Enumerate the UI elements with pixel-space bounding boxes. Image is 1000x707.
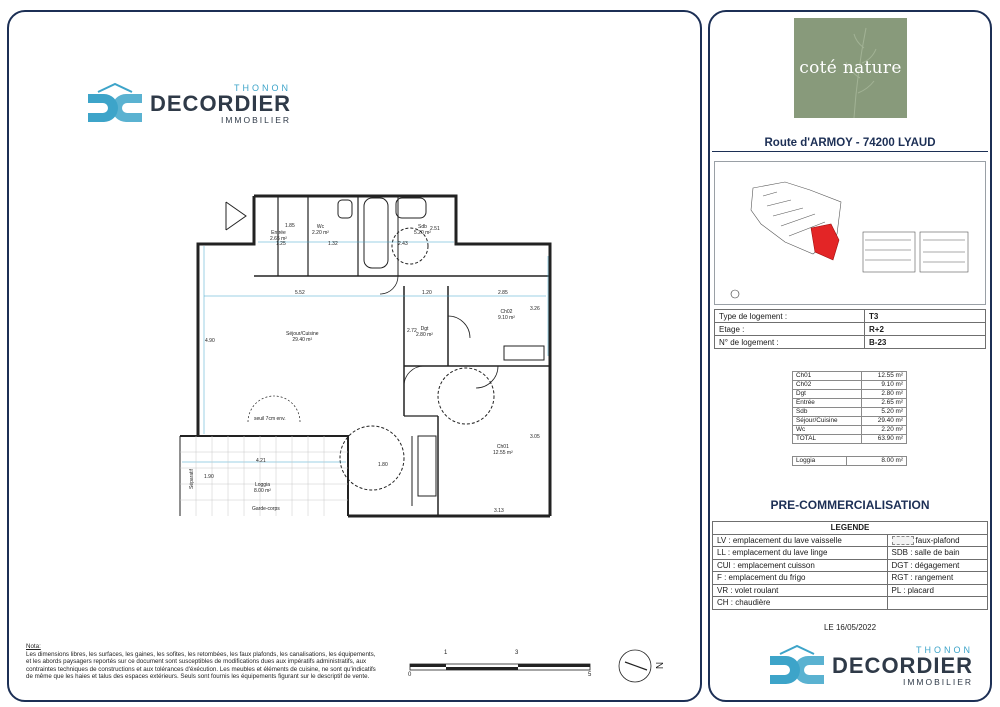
table-row [793,435,907,444]
housing-type-label: Type de logement : [715,310,865,323]
room-sdb-area: 5.20 m² [414,230,431,236]
table-row [793,372,907,381]
brand-name: coté nature [799,58,902,78]
footer-logo [766,644,973,688]
brand-logo [794,18,907,118]
legend-item: SDB : salle de bain [887,547,987,560]
housing-info-table [714,309,986,349]
legal-notes [26,643,382,681]
document-date: LE 16/05/2022 [823,623,877,632]
legend-item: LV : emplacement du lave vaisselle [713,534,888,547]
scale-label-3: 3 [515,650,519,656]
compass-icon [615,648,665,684]
scale-label-5: 5 [588,672,592,678]
surface-room: Ch02 [793,381,862,390]
scale-bar [408,650,593,682]
surface-area: 2.20 m² [861,426,906,435]
loggia-table [792,456,907,466]
surface-area: 12.55 m² [861,372,906,381]
floor-plan [168,186,588,526]
room-sdb [414,224,431,236]
table-row [713,559,988,572]
guardrail-note: Garde-corps [252,506,280,512]
legend-title: LEGENDE [713,522,988,535]
table-row [713,547,988,560]
surface-total-label: TOTAL [793,435,862,444]
legend-item: LL : emplacement du lave linge [713,547,888,560]
dim-label: 1.32 [328,241,338,247]
surface-room: Sdb [793,408,862,417]
dim-label: 1.85 [285,223,295,229]
legend-item [887,597,987,610]
surface-room: Dgt [793,390,862,399]
room-ch02 [498,309,515,321]
status-title: PRE-COMMERCIALISATION [770,498,930,512]
legend-item [887,534,987,547]
table-row [793,399,907,408]
dim-label: 4.90 [205,338,215,344]
legend-item: CUI : emplacement cuisson [713,559,888,572]
table-row [793,457,907,466]
dim-label: 2.72 [407,328,417,334]
dim-label: 4.21 [256,458,266,464]
dim-label: 1.90 [204,474,214,480]
surface-area: 29.40 m² [861,417,906,426]
surface-room: Séjour/Cuisine [793,417,862,426]
table-row [793,408,907,417]
logo-main-text: DECORDIER [150,91,292,116]
legend-item: F : emplacement du frigo [713,572,888,585]
table-row [715,336,986,349]
room-ch01-name: Ch01 [496,444,509,450]
location-plan [714,161,986,305]
header-logo [84,82,291,126]
surface-total-value: 63.90 m² [861,435,906,444]
room-ch02-name: Ch02 [500,309,513,315]
table-row [713,522,988,535]
legend-item: PL : placard [887,584,987,597]
legend-item-label: faux-plafond [915,535,960,545]
surface-area: 5.20 m² [861,408,906,417]
dim-label: 2.85 [498,290,508,296]
dim-label: 1.80 [378,462,388,468]
surface-area: 2.65 m² [861,399,906,408]
dc-logo-mark-icon [766,644,828,688]
room-ch01 [493,444,513,456]
room-ch02-area: 9.10 m² [498,315,515,321]
legend-item: VR : volet roulant [713,584,888,597]
dim-label: 3.26 [530,306,540,312]
room-entree-name: Entrée [271,230,286,236]
scale-label-1: 1 [444,650,448,656]
separator-note: Séparatif [189,468,196,490]
logo-sub-text: IMMOBILIER [220,115,292,125]
unit-number-value: B-23 [865,336,986,349]
notes-title: Nota: [26,643,41,650]
legend-item: DGT : dégagement [887,559,987,572]
unit-number-label: N° de logement : [715,336,865,349]
dim-label: 3.05 [530,434,540,440]
logo-top-text: THONON [234,83,292,93]
faux-plafond-swatch-icon [892,536,914,545]
room-entree-area: 2.65 m² [270,236,287,242]
surfaces-table [792,371,907,444]
room-loggia-name: Loggia [254,482,270,488]
loggia-area: 8.00 m² [847,457,907,466]
room-wc [312,224,329,236]
room-ch01-area: 12.55 m² [493,450,513,456]
compass-north-label: N [653,661,665,670]
logo-main-text: DECORDIER [832,653,974,678]
room-dgt [416,326,433,338]
table-row [793,381,907,390]
surface-room: Wc [793,426,862,435]
scale-label-0: 0 [408,672,412,678]
divider [712,151,988,152]
surface-room: Entrée [793,399,862,408]
table-row [793,426,907,435]
dc-logo-mark-icon [84,82,146,126]
table-row [793,417,907,426]
dim-label: 5.52 [295,290,305,296]
room-dgt-area: 2.80 m² [416,332,433,338]
threshold-note: seuil 7cm env. [254,416,286,422]
surface-area: 9.10 m² [861,381,906,390]
floor-label: Etage : [715,323,865,336]
floor-value: R+2 [865,323,986,336]
table-row [713,534,988,547]
project-address: Route d'ARMOY - 74200 LYAUD [764,137,936,149]
housing-type-value: T3 [865,310,986,323]
dim-label: 3.13 [494,508,504,514]
table-row [715,323,986,336]
table-row [713,597,988,610]
room-wc-area: 2.20 m² [312,230,329,236]
room-dgt-name: Dgt [420,326,429,332]
surface-area: 2.80 m² [861,390,906,399]
table-row [713,584,988,597]
surface-room: Ch01 [793,372,862,381]
room-loggia-area: 8.00 m² [254,488,271,494]
legend-item: RGT : rangement [887,572,987,585]
dim-label: 1.20 [422,290,432,296]
legend-table [712,521,988,610]
table-row [715,310,986,323]
dim-label: 2.51 [430,226,440,232]
room-sejour [286,331,319,343]
room-sejour-area: 29.40 m² [292,337,313,343]
logo-sub-text: IMMOBILIER [902,677,974,687]
table-row [793,390,907,399]
dim-label: 2.43 [398,241,408,247]
dim-label: 1.25 [276,241,286,247]
table-row [713,572,988,585]
room-sejour-name: Séjour/Cuisine [286,331,319,337]
floor-plan-drawing [168,186,588,526]
legend-item: CH : chaudière [713,597,888,610]
logo-top-text: THONON [916,645,974,655]
room-wc-name: Wc [316,224,325,230]
room-loggia [254,482,271,494]
notes-body: Les dimensions libres, les surfaces, les gaines, les sofites, les retombées, les faux plafonds, les canalisations, les équipements, et les abords paysagers reportés sur ce document sont susceptibles de modifications dues aux impératifs administratifs, aux contraintes techniques de constructions et aux tolérances d'éxécution. Les meubles et éléments de cuisine, ne sont qu'indicatifs de même que les haies et talus des espaces extérieurs. Seuls sont fournis les équipements figurant sur le descriptif de vente. [26,650,376,681]
room-sdb-name: Sdb [418,224,427,230]
loggia-label: Loggia [793,457,847,466]
